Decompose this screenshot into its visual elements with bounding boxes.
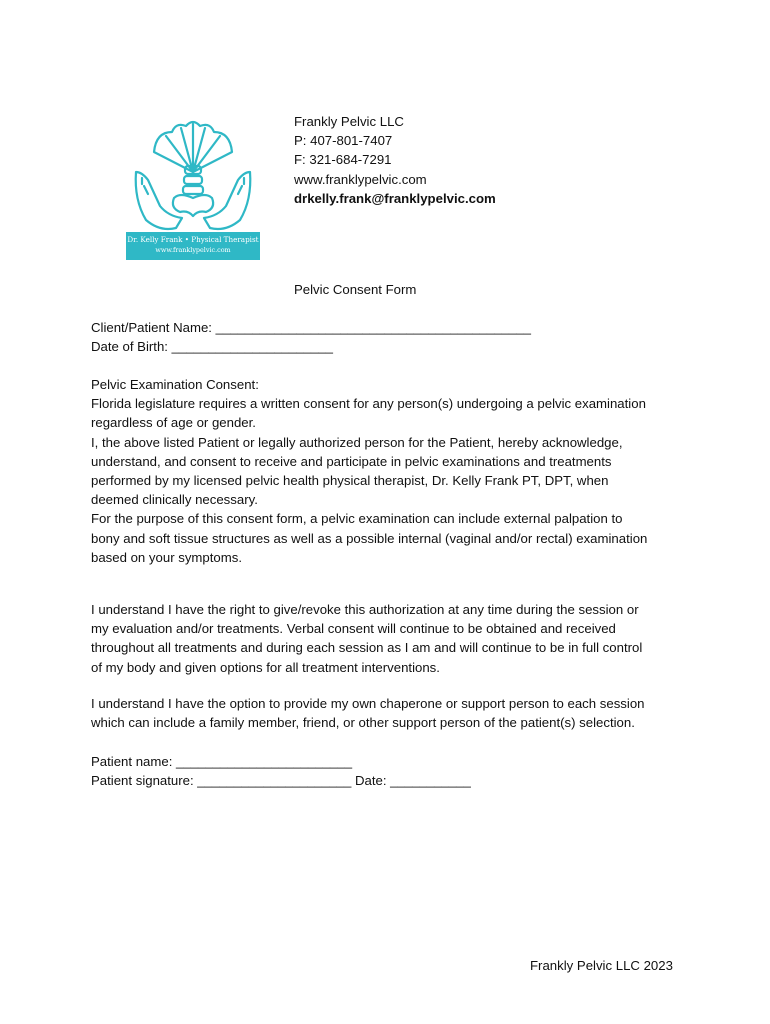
exam-consent-line: Florida legislature requires a written consent for any person(s) undergoing a pelvic examination (91, 396, 646, 412)
phone-number: P: 407-801-7407 (294, 133, 393, 149)
rights-line: throughout all treatments and during each session as I am and will continue to be in full control (91, 640, 643, 656)
form-title: Pelvic Consent Form (294, 282, 417, 297)
company-name: Frankly Pelvic LLC (294, 114, 404, 129)
logo-caption-line1: Dr. Kelly Frank • Physical Therapist (127, 235, 259, 244)
rights-paragraph (91, 600, 691, 677)
rights-line: of my body and given options for all treatment interventions. (91, 659, 440, 675)
chaperone-line: which can include a family member, friend, or other support person of the patient(s) selection. (91, 715, 635, 731)
patient-fields (91, 318, 691, 356)
exam-consent-line: I, the above listed Patient or legally authorized person for the Patient, hereby acknowledge, (91, 434, 623, 450)
vertebra-2 (184, 176, 202, 184)
company-logo (126, 120, 260, 260)
patient-signature-field[interactable]: Patient signature: _____________________ Date: ___________ (91, 773, 471, 789)
vertebra-3 (183, 186, 203, 194)
exam-consent-line: based on your symptoms. (91, 549, 242, 565)
exam-consent-line: bony and soft tissue structures as well as a possible internal (vaginal and/or rectal) examination (91, 530, 648, 546)
chaperone-line: I understand I have the option to provide my own chaperone or support person to each session (91, 696, 645, 711)
logo-caption-line2: www.franklypelvic.com (155, 246, 231, 254)
exam-consent-line: understand, and consent to receive and participate in pelvic examinations and treatments (91, 453, 612, 469)
shell-ridges (166, 124, 220, 172)
exam-consent-line: regardless of age or gender. (91, 415, 256, 431)
exam-consent-line: For the purpose of this consent form, a pelvic examination can include external palpation to (91, 511, 623, 527)
pelvis-icon (173, 195, 213, 216)
dob-field[interactable]: Date of Birth: ______________________ (91, 339, 333, 355)
page-footer: Frankly Pelvic LLC 2023 (530, 958, 673, 973)
exam-consent-line: deemed clinically necessary. (91, 492, 258, 508)
exam-consent-heading: Pelvic Examination Consent: (91, 377, 259, 392)
fax-number: F: 321-684-7291 (294, 152, 392, 168)
signature-section (91, 752, 691, 790)
rights-line: I understand I have the right to give/revoke this authorization at any time during the session or (91, 602, 639, 617)
exam-consent-line: performed by my licensed pelvic health physical therapist, Dr. Kelly Frank PT, DPT, when (91, 473, 609, 489)
website-link[interactable]: www.franklypelvic.com (294, 171, 427, 187)
rights-line: my evaluation and/or treatments. Verbal consent will continue to be obtained and received (91, 621, 616, 637)
email-link[interactable]: drkelly.frank@franklypelvic.com (294, 190, 496, 206)
client-name-field[interactable]: Client/Patient Name: ___________________________________________ (91, 320, 531, 335)
chaperone-paragraph (91, 694, 691, 732)
exam-consent-section (91, 375, 691, 567)
contact-info (294, 112, 496, 208)
patient-name-field[interactable]: Patient name: ________________________ (91, 754, 353, 769)
